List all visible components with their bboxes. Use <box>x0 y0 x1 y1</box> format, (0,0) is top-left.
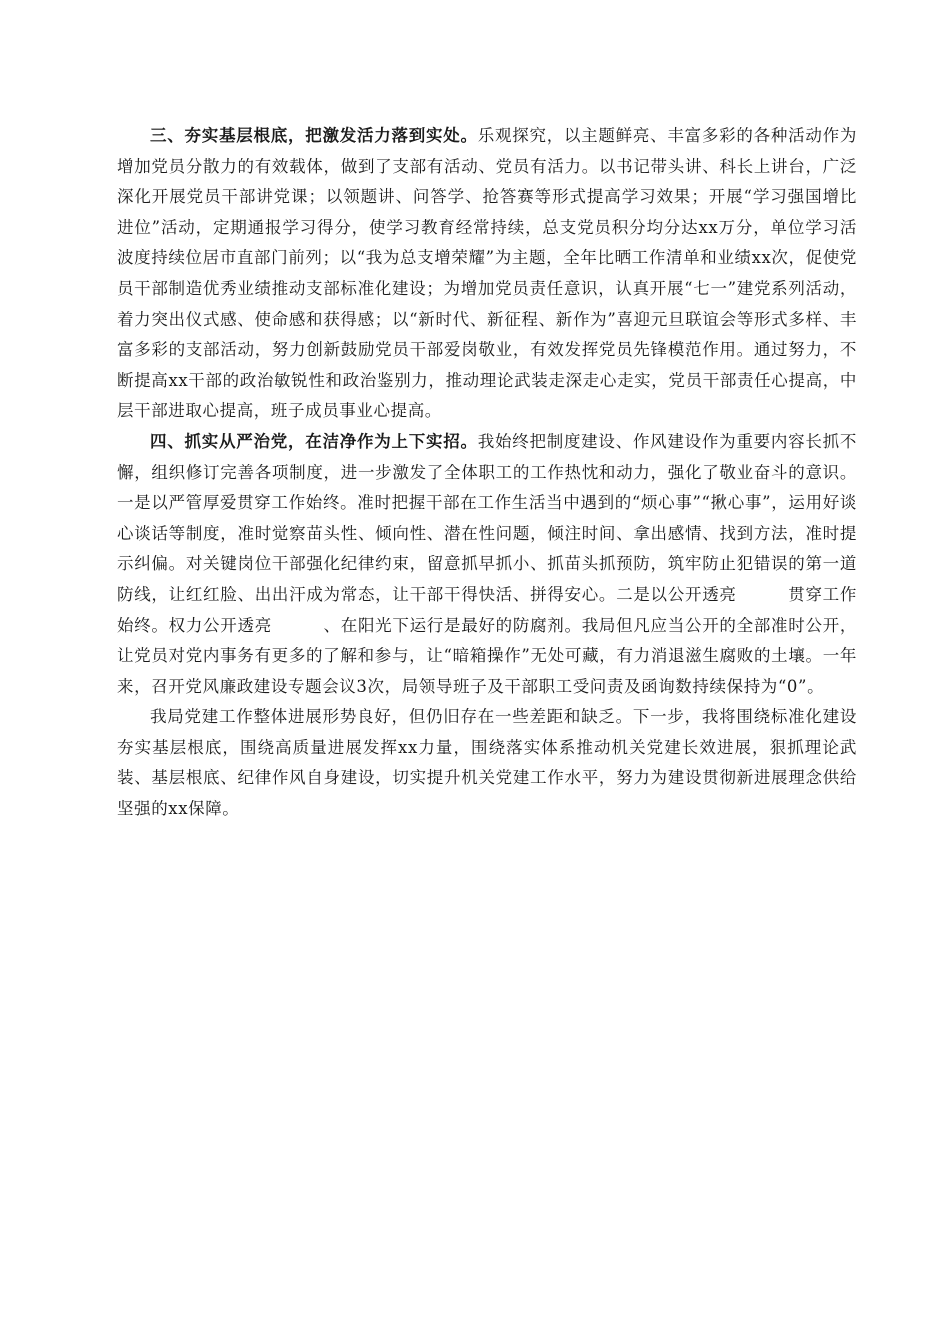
section-three-heading: 三、夯实基层根底，把激发活力落到实处。 <box>150 126 478 145</box>
section-three-text: 乐观探究，以主题鲜亮、丰富多彩的各种活动作为增加党员分散力的有效载体，做到了支部有活动、党员有活力。以书记带头讲、科长上讲台，广泛深化开展党员干部讲党课；以领题讲、问答学、抢答赛等形式提高学习效果；开展“学习强国增比进位”活动，定期通报学习得分，使学习教育经常持续，总支党员积分均分达xx万分，单位学习活波度持续位居市直部门前列；以“我为总支增荣耀”为主题，全年比晒工作清单和业绩xx次，促使党员干部制造优秀业绩推动支部标准化建设；为增加党员责任意识，认真开展“七一”建党系列活动，着力突出仪式感、使命感和获得感；以“新时代、新征程、新作为”喜迎元旦联谊会等形式多样、丰富多彩的支部活动，努力创新鼓励党员干部爱岗敬业，有效发挥党员先锋模范作用。通过努力，不断提高xx干部的政治敏锐性和政治鉴别力，推动理论武装走深走心走实，党员干部责任心提高，中层干部进取心提高，班子成员事业心提高。 <box>117 126 857 421</box>
paragraph-section-four <box>117 427 857 702</box>
section-four-text: 我始终把制度建设、作风建设作为重要内容长抓不懈，组织修订完善各项制度，进一步激发了全体职工的工作热忱和动力，强化了敬业奋斗的意识。一是以严管厚爱贯穿工作始终。准时把握干部在工作生活当中遇到的“烦心事”“揪心事”，运用好谈心谈话等制度，准时觉察苗头性、倾向性、潜在性问题，倾注时间、拿出感情、找到方法，准时提示纠偏。对关键岗位干部强化纪律约束，留意抓早抓小、抓苗头抓预防，筑牢防止犯错误的第一道防线，让红红脸、出出汗成为常态，让干部干得快活、拼得安心。二是以公开透亮 贯穿工作始终。权力公开透亮 、在阳光下运行是最好的防腐剂。我局但凡应当公开的全部准时公开，让党员对党内事务有更多的了解和参与，让“暗箱操作”无处可藏，有力消退滋生腐败的土壤。一年来，召开党风廉政建设专题会议3次，局领导班子及干部职工受问责及函询数持续保持为“0”。 <box>117 431 857 696</box>
section-four-heading: 四、抓实从严治党，在洁净作为上下实招。 <box>150 431 478 451</box>
conclusion-text: 我局党建工作整体进展形势良好，但仍旧存在一些差距和缺乏。下一步，我将围绕标准化建设夯实基层根底，围绕高质量进展发挥xx力量，围绕落实体系推动机关党建长效进展，狠抓理论武装、基层根底、纪律作风自身建设，切实提升机关党建工作水平，努力为建设贯彻新进展理念供给坚强的xx保障。 <box>117 707 857 819</box>
document-body <box>117 121 857 825</box>
paragraph-section-three <box>117 121 857 427</box>
paragraph-conclusion <box>117 702 857 824</box>
